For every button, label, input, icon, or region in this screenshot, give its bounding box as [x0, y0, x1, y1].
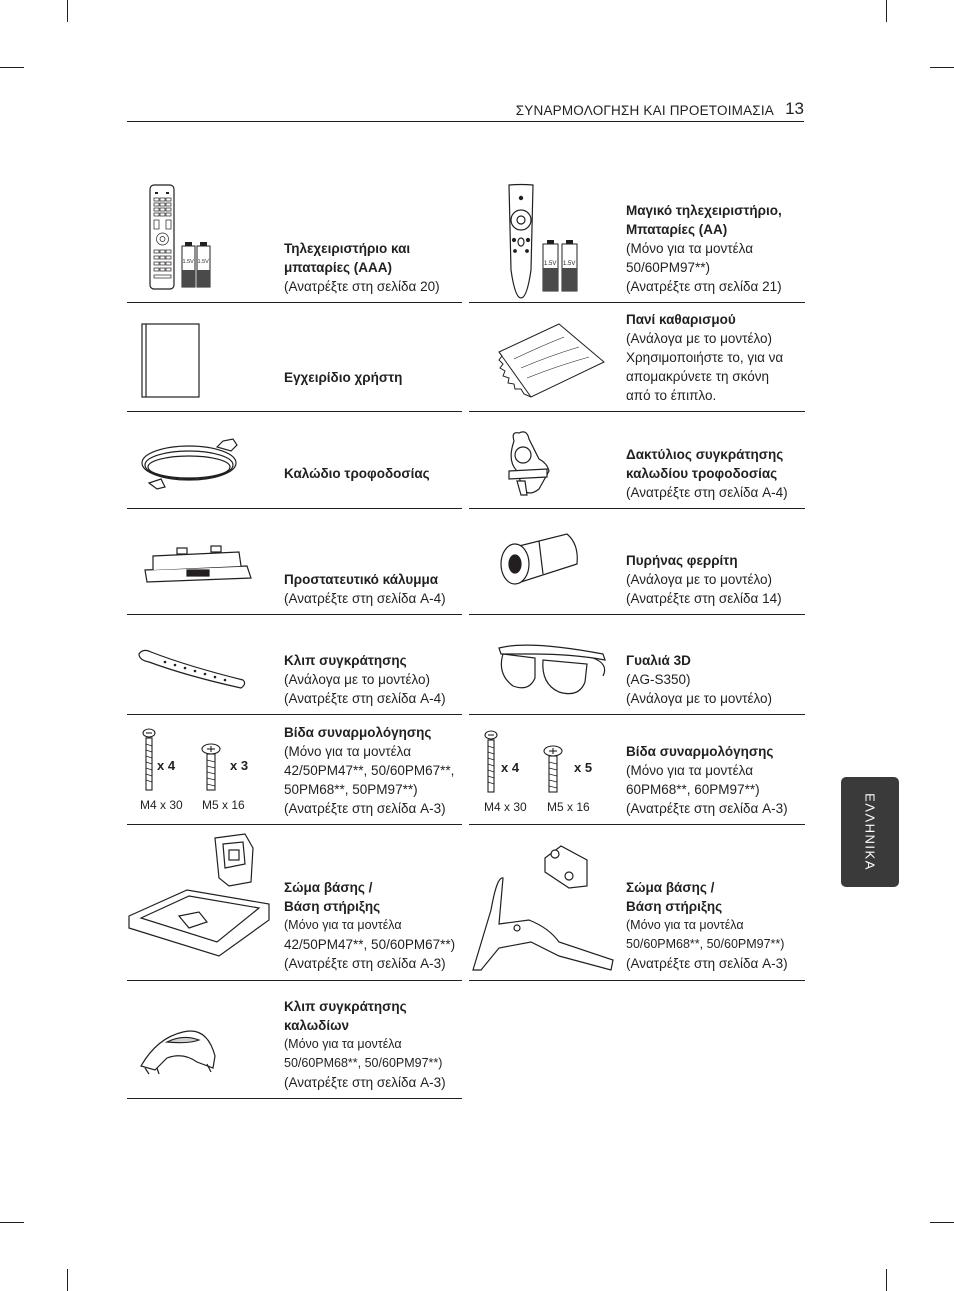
item-glasses	[469, 614, 805, 715]
item-note: 50/60PM97**)	[626, 260, 711, 275]
clip-icon	[139, 650, 245, 688]
screws-left-illustration	[127, 714, 282, 824]
item-stand-right	[469, 824, 805, 981]
screw-m4-icon	[485, 731, 497, 792]
item-title: Γυαλιά 3D	[626, 653, 691, 668]
clip-illustration	[127, 614, 282, 714]
stand-base-icon	[473, 878, 613, 970]
item-ferrite-text	[626, 551, 805, 608]
battery-icon	[182, 242, 210, 287]
size-label: M5 x 16	[547, 800, 590, 814]
qty-label: x 5	[574, 760, 593, 775]
item-power-cord	[127, 411, 462, 509]
item-title: Καλώδιο τροφοδοσίας	[284, 466, 430, 481]
item-note: (Μόνο για τα μοντέλα	[626, 918, 744, 932]
item-cord-holder-text	[626, 445, 805, 502]
item-note: (Ανατρέξτε στη σελίδα A-3)	[284, 801, 446, 816]
item-magic-remote-text	[626, 201, 805, 296]
screw-m5-icon	[202, 744, 220, 790]
item-note: (Ανάλογα με το μοντέλο)	[626, 691, 773, 706]
manual-icon	[142, 324, 199, 397]
item-cover-text	[284, 570, 462, 608]
cleaning-cloth-icon	[499, 324, 604, 397]
stand-base-icon	[129, 890, 269, 956]
item-title: Κλιπ συγκράτησης	[284, 653, 407, 668]
cable-clip-illustration	[127, 980, 282, 1098]
crop-mark	[886, 0, 887, 22]
item-note: 50/60PM68**, 50/60PM97**)	[626, 937, 785, 951]
screw-m5-icon	[544, 746, 562, 792]
item-note: (Ανατρέξτε στη σελίδα 21)	[626, 279, 782, 294]
item-note: (Ανατρέξτε στη σελίδα A-4)	[284, 691, 446, 706]
qty-label: x 4	[157, 758, 176, 773]
ferrite-core-icon	[501, 534, 577, 584]
item-note: από το έπιπλο.	[626, 388, 717, 403]
item-note: (Ανατρέξτε στη σελίδα A-4)	[626, 485, 788, 500]
glasses-illustration	[469, 614, 624, 714]
qty-label: x 3	[230, 758, 249, 773]
item-stand-left-text	[284, 878, 462, 973]
magic-remote-illustration	[469, 180, 624, 302]
item-note: (Ανατρέξτε στη σελίδα A-4)	[284, 591, 446, 606]
item-note: 42/50PM47**, 50/60PM67**,	[284, 763, 455, 778]
crop-mark	[930, 1222, 954, 1223]
item-screws-right	[469, 714, 805, 825]
item-clip	[127, 614, 462, 715]
svg-text:1.5V: 1.5V	[182, 259, 194, 265]
cord-holder-icon	[509, 432, 549, 495]
svg-text:1.5V: 1.5V	[544, 261, 557, 267]
stand-right-illustration	[469, 824, 624, 980]
screw-m4-icon	[143, 729, 155, 790]
stand-left-illustration	[127, 824, 282, 980]
item-title: Σώμα βάσης /	[626, 880, 715, 895]
size-label: M5 x 16	[202, 798, 245, 812]
item-screws-left	[127, 714, 462, 825]
item-manual-text	[284, 368, 462, 387]
item-note: (Ανάλογα με το μοντέλο)	[626, 331, 773, 346]
crop-mark	[0, 67, 24, 68]
item-title: Προστατευτικό κάλυμμα	[284, 572, 439, 587]
item-title: Μαγικό τηλεχειριστήριο, Μπαταρίες (AA)	[626, 203, 782, 237]
item-note: (Ανατρέξτε στη σελίδα A-3)	[626, 801, 788, 816]
item-screws-right-text	[626, 742, 805, 818]
item-note: (Μόνο για τα μοντέλα	[284, 918, 402, 932]
item-clip-text	[284, 651, 462, 708]
item-manual	[127, 302, 462, 412]
remote-icon	[150, 185, 174, 289]
item-note: Χρησιμοποιήστε το, για να	[626, 350, 784, 365]
protective-cover-icon	[145, 546, 251, 582]
item-note: (Ανάλογα με το μοντέλο)	[626, 572, 773, 587]
item-power-cord-text	[284, 464, 462, 483]
crop-mark	[67, 1269, 68, 1291]
language-tab	[841, 777, 899, 887]
cable-clip-icon	[141, 1031, 215, 1074]
item-title: Δακτύλιος συγκράτησης καλωδίου τροφοδοσίας	[626, 447, 784, 481]
item-ferrite	[469, 508, 805, 615]
item-note: (Μόνο για τα μοντέλα	[626, 241, 753, 256]
cloth-illustration	[469, 302, 624, 411]
crop-mark	[67, 0, 68, 22]
power-cord-icon	[142, 439, 237, 489]
item-title: Εγχειρίδιο χρήστη	[284, 370, 403, 385]
manual-illustration	[127, 302, 282, 411]
item-stand-right-text	[626, 878, 805, 973]
item-title: Κλιπ συγκράτησης καλωδίων	[284, 999, 407, 1033]
magic-remote-icon	[509, 185, 533, 299]
item-note: (Μόνο για τα μοντέλα	[284, 744, 411, 759]
item-cover	[127, 508, 462, 615]
item-cloth	[469, 302, 805, 412]
section-title: ΣΥΝΑΡΜΟΛΟΓΗΣΗ ΚΑΙ ΠΡΟΕΤΟΙΜΑΣΙΑ	[515, 103, 774, 118]
crop-mark	[886, 1269, 887, 1291]
cord-holder-illustration	[469, 411, 624, 508]
item-title: Βάση στήριξης	[284, 899, 381, 914]
item-note: 60PM68**, 60PM97**)	[626, 782, 760, 797]
item-title: Πανί καθαρισμού	[626, 312, 736, 327]
page-header	[127, 97, 804, 122]
size-label: M4 x 30	[484, 800, 527, 814]
item-screws-left-text	[284, 723, 462, 818]
stand-body-icon	[215, 834, 253, 886]
crop-mark	[0, 1222, 24, 1223]
3d-glasses-icon	[499, 645, 605, 694]
stand-body-icon	[545, 846, 587, 888]
screws-right-illustration	[469, 714, 624, 824]
item-title: Τηλεχειριστήριο και μπαταρίες (AAA)	[284, 241, 411, 275]
item-note: (Μόνο για τα μοντέλα	[626, 763, 753, 778]
power-cord-illustration	[127, 411, 282, 508]
item-note: (Ανατρέξτε στη σελίδα 14)	[626, 591, 782, 606]
item-cable-clip-text	[284, 997, 462, 1092]
remote-illustration	[127, 180, 282, 302]
ferrite-illustration	[469, 508, 624, 614]
item-glasses-text	[626, 651, 805, 708]
svg-text:1.5V: 1.5V	[197, 259, 209, 265]
item-title: Βίδα συναρμολόγησης	[626, 744, 774, 759]
item-magic-remote	[469, 180, 805, 303]
item-cloth-text	[626, 310, 805, 405]
item-note: (Ανατρέξτε στη σελίδα A-3)	[284, 956, 446, 971]
item-title: Βάση στήριξης	[626, 899, 723, 914]
item-note: 50PM68**, 50PM97**)	[284, 782, 418, 797]
item-stand-left	[127, 824, 462, 981]
item-remote	[127, 180, 462, 303]
item-cable-clip	[127, 980, 462, 1099]
item-title: Βίδα συναρμολόγησης	[284, 725, 432, 740]
item-note: (AG-S350)	[626, 672, 691, 687]
item-remote-text	[284, 239, 462, 296]
item-note: (Ανατρέξτε στη σελίδα A-3)	[626, 956, 788, 971]
item-note: (Μόνο για τα μοντέλα	[284, 1037, 402, 1051]
item-note: (Ανατρέξτε στη σελίδα 20)	[284, 279, 440, 294]
page-number: 13	[785, 99, 804, 118]
item-title: Πυρήνας φερρίτη	[626, 553, 738, 568]
item-title: Σώμα βάσης /	[284, 880, 373, 895]
item-note: (Ανατρέξτε στη σελίδα A-3)	[284, 1075, 446, 1090]
language-tab-label: ΕΛΛΗΝΙΚΑ	[862, 793, 878, 871]
item-note: 50/60PM68**, 50/60PM97**)	[284, 1056, 443, 1070]
item-note: (Ανάλογα με το μοντέλο)	[284, 672, 431, 687]
item-cord-holder	[469, 411, 805, 509]
qty-label: x 4	[501, 760, 520, 775]
item-note: απομακρύνετε τη σκόνη	[626, 369, 769, 384]
cover-illustration	[127, 508, 282, 614]
crop-mark	[930, 67, 954, 68]
battery-icon	[543, 240, 577, 291]
svg-text:1.5V: 1.5V	[563, 261, 576, 267]
size-label: M4 x 30	[140, 798, 183, 812]
item-note: 42/50PM47**, 50/60PM67**)	[284, 937, 456, 952]
